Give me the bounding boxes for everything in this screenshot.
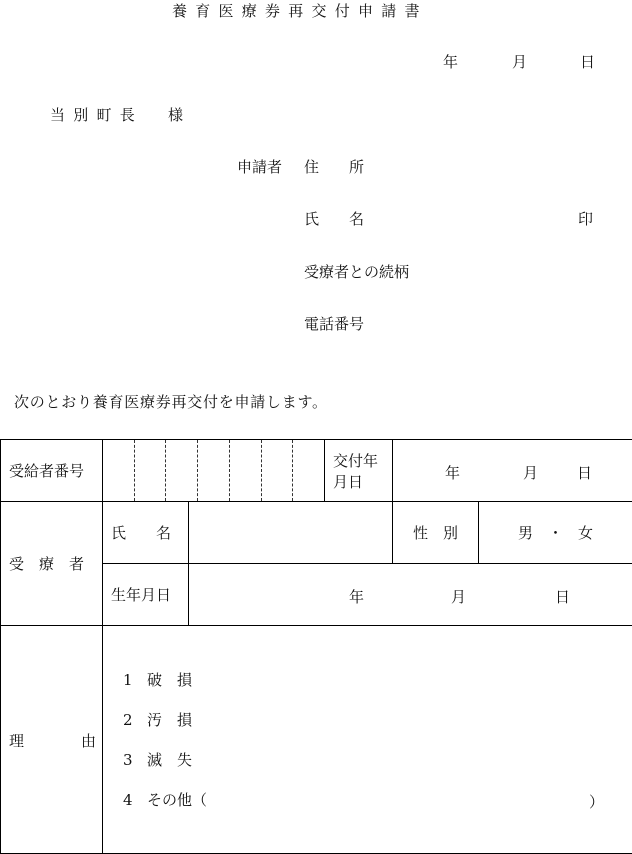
reason-item[interactable] bbox=[123, 700, 632, 740]
date-year: 年 bbox=[443, 51, 458, 72]
date-day: 日 bbox=[580, 51, 595, 72]
birth-year: 年 bbox=[349, 586, 364, 607]
addressee-name: 当別町長 bbox=[50, 104, 143, 125]
reason-close-paren: ） bbox=[589, 791, 604, 812]
issue-day: 日 bbox=[577, 462, 592, 483]
reason-text: 破 損 bbox=[147, 669, 192, 690]
digit-box[interactable] bbox=[292, 440, 324, 501]
reason-text: 滅 失 bbox=[147, 749, 192, 770]
document-title: 養育医療券再交付申請書 bbox=[172, 0, 428, 21]
reason-text: その他（ bbox=[147, 789, 207, 810]
date-month: 月 bbox=[512, 51, 527, 72]
reason-label-left: 理 bbox=[9, 730, 24, 751]
digit-box[interactable] bbox=[229, 440, 261, 501]
patient-name-label: 氏 名 bbox=[103, 502, 189, 564]
reason-item[interactable] bbox=[123, 740, 632, 780]
digit-box[interactable] bbox=[261, 440, 293, 501]
relation-label: 受療者との続柄 bbox=[304, 261, 409, 282]
reason-item[interactable] bbox=[123, 780, 632, 820]
reason-number: 2 bbox=[123, 711, 147, 729]
birth-date-label: 生年月日 bbox=[103, 564, 189, 626]
seal-mark: 印 bbox=[578, 208, 593, 229]
digit-box[interactable] bbox=[103, 440, 134, 501]
reason-options bbox=[103, 626, 632, 854]
application-form-table bbox=[0, 439, 632, 854]
issue-date-field[interactable] bbox=[393, 440, 632, 502]
issue-month: 月 bbox=[523, 462, 538, 483]
statement-text: 次のとおり養育医療券再交付を申請します。 bbox=[14, 391, 328, 412]
issue-year: 年 bbox=[445, 462, 460, 483]
address-label: 住 所 bbox=[304, 156, 364, 177]
digit-box[interactable] bbox=[165, 440, 197, 501]
reason-item[interactable] bbox=[123, 660, 632, 700]
digit-box[interactable] bbox=[134, 440, 166, 501]
phone-label: 電話番号 bbox=[304, 313, 364, 334]
addressee-honorific: 様 bbox=[168, 104, 183, 125]
applicant-label: 申請者 bbox=[237, 156, 282, 177]
digit-box[interactable] bbox=[197, 440, 229, 501]
reason-text: 汚 損 bbox=[147, 709, 192, 730]
birth-date-field[interactable] bbox=[189, 564, 632, 626]
reason-number: 3 bbox=[123, 751, 147, 769]
birth-month: 月 bbox=[451, 586, 466, 607]
issue-date-label: 交付年月日 bbox=[325, 440, 393, 502]
recipient-number-boxes bbox=[103, 440, 324, 501]
reason-number: 4 bbox=[123, 791, 147, 809]
sex-options[interactable]: 男 ・ 女 bbox=[479, 502, 632, 564]
recipient-number-field[interactable] bbox=[103, 440, 325, 502]
recipient-number-label: 受給者番号 bbox=[1, 440, 103, 502]
birth-day: 日 bbox=[555, 586, 570, 607]
name-label: 氏 名 bbox=[304, 208, 364, 229]
reason-label-right: 由 bbox=[81, 730, 96, 751]
reason-label bbox=[1, 626, 103, 854]
reason-number: 1 bbox=[123, 671, 147, 689]
patient-name-field[interactable] bbox=[189, 502, 393, 564]
sex-label: 性 別 bbox=[393, 502, 479, 564]
patient-label: 受 療 者 bbox=[1, 502, 103, 626]
